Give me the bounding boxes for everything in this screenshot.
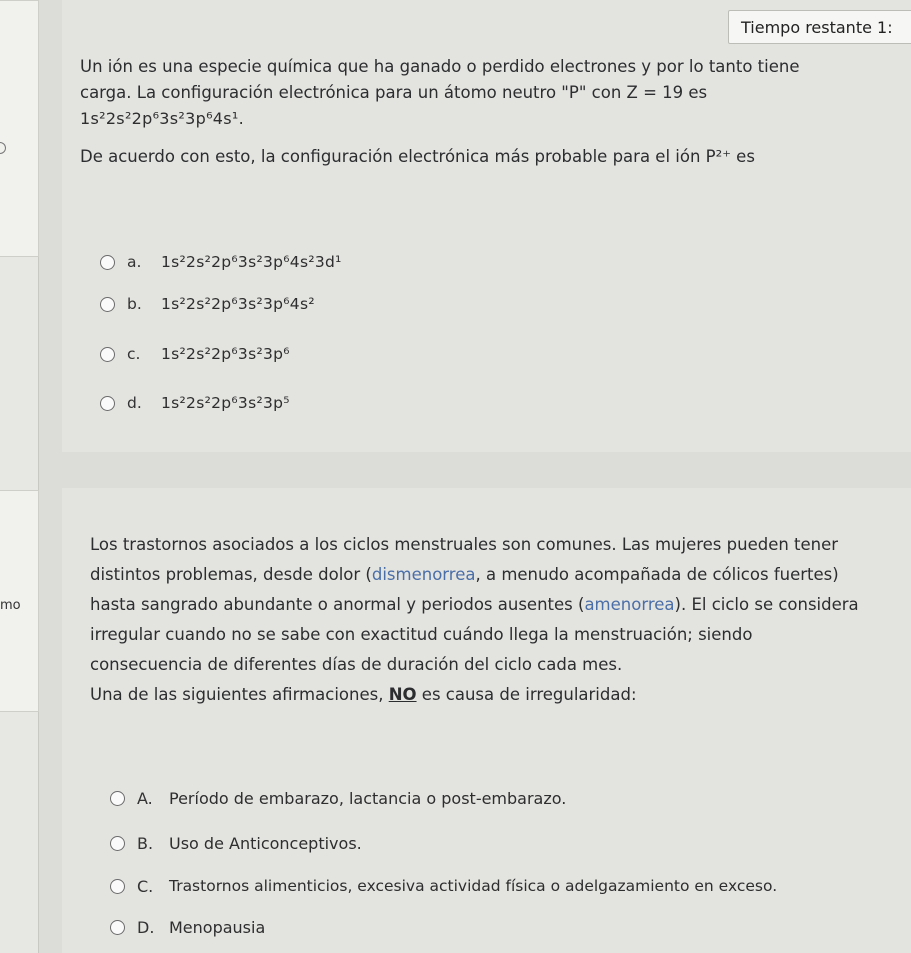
passage-line-3 xyxy=(90,590,905,620)
radio-button[interactable] xyxy=(100,396,115,411)
option-letter: B. xyxy=(137,833,154,853)
option-letter: a. xyxy=(127,253,142,271)
radio-button[interactable] xyxy=(100,255,115,270)
q1-option-d[interactable] xyxy=(100,391,290,415)
time-remaining-label: Tiempo restante 1: xyxy=(741,18,893,37)
question-text: Una de las siguientes afirmaciones, xyxy=(90,685,389,704)
option-letter: C. xyxy=(137,876,154,896)
passage-line-5: consecuencia de diferentes días de duración del ciclo cada mes. xyxy=(90,655,623,674)
q1-option-b[interactable] xyxy=(100,292,315,316)
option-text: 1s²2s²2p⁶3s²3p⁶4s² xyxy=(161,295,315,313)
option-text: 1s²2s²2p⁶3s²3p⁶4s²3d¹ xyxy=(161,253,342,271)
radio-button[interactable] xyxy=(100,297,115,312)
q2-option-a[interactable] xyxy=(110,786,566,810)
intro-line-2: carga. La configuración electrónica para un átomo neutro "P" con Z = 19 es xyxy=(80,83,708,102)
passage-text: hasta sangrado abundante o anormal y periodos ausentes ( xyxy=(90,595,585,614)
radio-button[interactable] xyxy=(110,791,125,806)
neutral-configuration: 1s²2s²2p⁶3s²3p⁶4s¹. xyxy=(80,109,245,128)
q1-option-a[interactable] xyxy=(100,250,342,274)
q2-option-d[interactable] xyxy=(110,915,265,939)
option-letter: d. xyxy=(127,394,142,412)
option-text: Uso de Anticonceptivos. xyxy=(169,833,362,853)
sidebar-fragment-text: mo xyxy=(0,598,21,613)
passage-line-2 xyxy=(90,560,905,590)
option-text: Trastornos alimenticios, excesiva actividad física o adelgazamiento en exceso. xyxy=(169,877,778,895)
option-text: 1s²2s²2p⁶3s²3p⁶ xyxy=(161,345,290,363)
option-letter: b. xyxy=(127,295,142,313)
q1-option-c[interactable] xyxy=(100,342,290,366)
emphasis-no: NO xyxy=(388,685,417,704)
intro-line-1: Un ión es una especie química que ha ganado o perdido electrones y por lo tanto tiene xyxy=(80,57,800,76)
passage-text: ). El ciclo se considera xyxy=(674,595,859,614)
question-text: es causa de irregularidad: xyxy=(416,685,637,704)
radio-button[interactable] xyxy=(110,836,125,851)
question-1-text: De acuerdo con esto, la configuración electrónica más probable para el ión P²⁺ es xyxy=(80,147,755,166)
option-text: Período de embarazo, lactancia o post-embarazo. xyxy=(169,788,567,808)
q2-option-c[interactable] xyxy=(110,874,777,898)
sidebar-panel-top xyxy=(0,0,39,257)
radio-button[interactable] xyxy=(110,879,125,894)
term-dismenorrea: dismenorrea xyxy=(371,565,476,584)
option-text: Menopausia xyxy=(169,917,266,937)
term-amenorrea: amenorrea xyxy=(584,595,675,614)
question-2-text xyxy=(90,682,905,708)
radio-button[interactable] xyxy=(100,347,115,362)
question-2-passage xyxy=(90,530,905,680)
option-letter: A. xyxy=(137,788,153,808)
time-remaining-box xyxy=(728,10,911,44)
option-letter: c. xyxy=(127,345,141,363)
passage-line-4: irregular cuando no se sabe con exactitud cuándo llega la menstruación; siendo xyxy=(90,625,753,644)
q2-option-b[interactable] xyxy=(110,831,362,855)
option-text: 1s²2s²2p⁶3s²3p⁵ xyxy=(161,394,290,412)
passage-line-1: Los trastornos asociados a los ciclos menstruales son comunes. Las mujeres pueden tener xyxy=(90,535,839,554)
passage-text: , a menudo acompañada de cólicos fuertes) xyxy=(475,565,839,584)
question-1-intro xyxy=(80,54,900,132)
option-letter: D. xyxy=(137,917,155,937)
radio-button[interactable] xyxy=(110,920,125,935)
passage-text: distintos problemas, desde dolor ( xyxy=(90,565,372,584)
